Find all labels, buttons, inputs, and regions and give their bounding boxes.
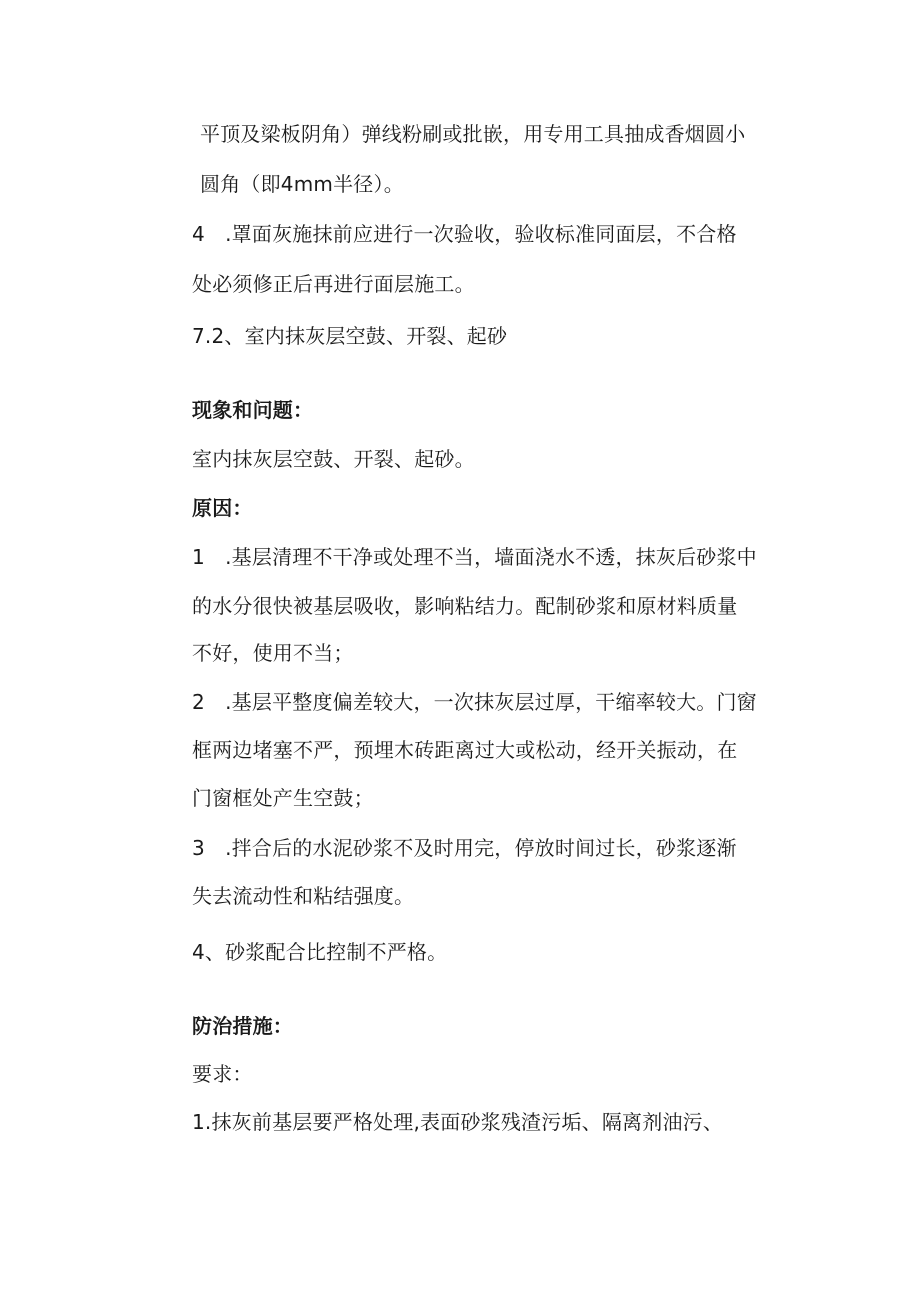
list-item-4: 4 .罩面灰施抹前应进行一次验收，验收标准同面层，不合格 [192,222,737,246]
text-line: 圆角（即4mm半径）。 [200,172,404,196]
text-line: 失去流动性和粘结强度。 [192,884,415,908]
list-item-4b: 4、砂浆配合比控制不严格。 [192,940,448,964]
text-line: 处必须修正后再进行面层施工。 [192,272,475,296]
list-item-1: 1 .基层清理不干净或处理不当，墙面浇水不透，抹灰后砂浆中 [192,545,757,569]
list-item-2: 2 .基层平整度偏差较大，一次抹灰层过厚，干缩率较大。门窗 [192,690,757,714]
heading-prevention: 防治措施： [192,1014,293,1038]
list-item-3: 3 .拌合后的水泥砂浆不及时用完，停放时间过长，砂浆逐渐 [192,836,737,860]
text-line: 室内抹灰层空鼓、开裂、起砂。 [192,447,475,471]
text-line: 框两边堵塞不严，预埋木砖距离过大或松动，经开关振动，在 [192,738,738,762]
heading-phenomenon: 现象和问题： [192,398,314,422]
section-heading-7-2: 7.2、室内抹灰层空鼓、开裂、起砂 [192,324,508,348]
heading-requirements: 要求： [192,1062,253,1086]
text-line: 的水分很快被基层吸收，影响粘结力。配制砂浆和原材料质量 [192,594,738,618]
list-item-req-1: 1.抹灰前基层要严格处理,表面砂浆残渣污垢、隔离剂油污、 [192,1110,724,1134]
text-line: 不好，使用不当； [192,641,354,665]
heading-causes: 原因： [192,496,253,520]
text-line: 平顶及梁板阴角）弹线粉刷或批嵌，用专用工具抽成香烟圆小 [200,122,746,146]
text-line: 门窗框处产生空鼓； [192,786,374,810]
